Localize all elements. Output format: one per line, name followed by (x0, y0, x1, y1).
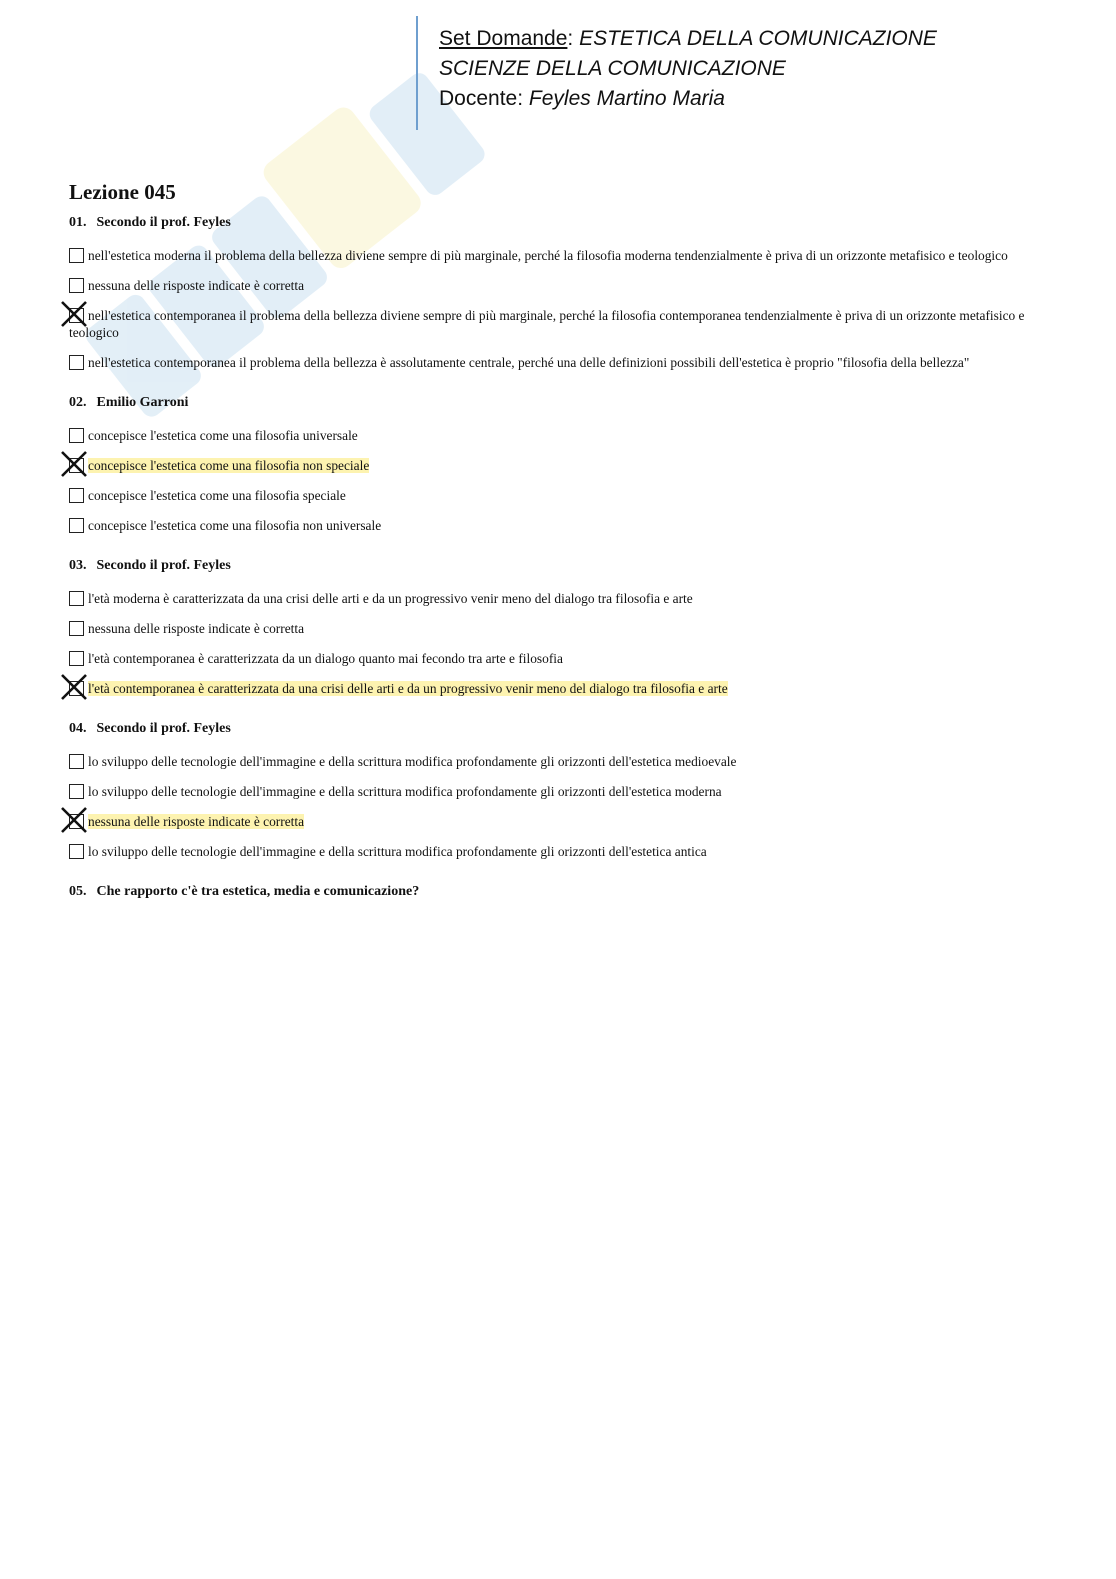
question-list (69, 215, 1059, 900)
header-set-line (439, 24, 937, 54)
question-number: 04. (69, 721, 87, 736)
answer-checkbox[interactable] (69, 591, 84, 606)
answer-option[interactable] (69, 457, 1059, 474)
question-title (69, 721, 1059, 737)
answer-text: concepisce l'estetica come una filosofia non universale (88, 518, 382, 533)
question-text: Secondo il prof. Feyles (96, 215, 231, 230)
answer-option[interactable] (69, 753, 1059, 770)
x-mark-icon (59, 449, 89, 479)
question-block (69, 215, 1059, 371)
course-name: SCIENZE DELLA COMUNICAZIONE (439, 57, 786, 80)
x-mark-icon (59, 672, 89, 702)
question-text: Secondo il prof. Feyles (96, 721, 231, 736)
answer-text: nessuna delle risposte indicate è corretta (88, 814, 305, 829)
answer-checkbox[interactable] (69, 784, 84, 799)
set-value: ESTETICA DELLA COMUNICAZIONE (579, 27, 937, 50)
answer-option[interactable] (69, 427, 1059, 444)
question-text: Emilio Garroni (96, 395, 189, 410)
question-block (69, 395, 1059, 534)
answer-text: l'età contemporanea è caratterizzata da un dialogo quanto mai fecondo tra arte e filosofia (88, 651, 563, 666)
question-title (69, 884, 1059, 900)
answer-checkbox[interactable] (69, 651, 84, 666)
teacher-name: Feyles Martino Maria (528, 87, 725, 110)
answer-text: nell'estetica moderna il problema della bellezza diviene sempre di più marginale, perché la filosofia moderna tendenzialmente è priva di un orizzonte metafisico e teologico (88, 248, 1008, 263)
x-mark-icon (59, 805, 89, 835)
answer-option[interactable] (69, 783, 1059, 800)
question-title (69, 395, 1059, 411)
answer-option[interactable] (69, 680, 1059, 697)
answer-option[interactable] (69, 277, 1059, 294)
answer-checkbox[interactable] (69, 754, 84, 769)
question-number: 02. (69, 395, 87, 410)
answer-text: l'età moderna è caratterizzata da una crisi delle arti e da un progressivo venir meno del dialogo tra filosofia e arte (88, 591, 693, 606)
answer-text: nessuna delle risposte indicate è corretta (88, 621, 305, 636)
answer-text: nell'estetica contemporanea il problema della bellezza è assolutamente centrale, perché una delle definizioni possibili dell'estetica è proprio "filosofia della bellezza" (88, 355, 970, 370)
header-teacher-line (439, 84, 937, 114)
answer-option[interactable] (69, 590, 1059, 607)
answer-checkbox[interactable] (69, 844, 84, 859)
teacher-label: Docente: (439, 87, 524, 110)
answer-option[interactable] (69, 307, 1059, 341)
answer-text: lo sviluppo delle tecnologie dell'immagine e della scrittura modifica profondamente gli orizzonti dell'estetica antica (88, 844, 707, 859)
answer-checkbox[interactable] (69, 428, 84, 443)
answer-text: nell'estetica contemporanea il problema della bellezza diviene sempre di più marginale, perché la filosofia contemporanea tendenzialmente è priva di un orizzonte metafisico e teologico (69, 308, 1025, 340)
document-header (439, 24, 937, 114)
question-title (69, 558, 1059, 574)
answer-option[interactable] (69, 354, 1059, 371)
answer-text: lo sviluppo delle tecnologie dell'immagine e della scrittura modifica profondamente gli orizzonti dell'estetica moderna (88, 784, 722, 799)
set-label: Set Domande (439, 27, 568, 50)
question-text: Secondo il prof. Feyles (96, 558, 231, 573)
answer-option[interactable] (69, 487, 1059, 504)
answer-checkbox[interactable] (69, 518, 84, 533)
question-number: 05. (69, 884, 87, 899)
answer-checkbox[interactable] (69, 355, 84, 370)
answer-checkbox[interactable] (69, 278, 84, 293)
answer-option[interactable] (69, 247, 1059, 264)
answer-text: l'età contemporanea è caratterizzata da una crisi delle arti e da un progressivo venir meno del dialogo tra filosofia e arte (88, 681, 728, 696)
question-number: 01. (69, 215, 87, 230)
question-title (69, 215, 1059, 231)
lesson-title: Lezione 045 (69, 180, 176, 204)
answer-checkbox[interactable] (69, 248, 84, 263)
answer-checkbox[interactable] (69, 488, 84, 503)
answer-text: concepisce l'estetica come una filosofia universale (88, 428, 358, 443)
answer-text: concepisce l'estetica come una filosofia non speciale (88, 458, 370, 473)
answer-option[interactable] (69, 517, 1059, 534)
answer-text: lo sviluppo delle tecnologie dell'immagine e della scrittura modifica profondamente gli orizzonti dell'estetica medioevale (88, 754, 737, 769)
question-text: Che rapporto c'è tra estetica, media e comunicazione? (96, 884, 420, 899)
question-block (69, 721, 1059, 860)
answer-option[interactable] (69, 650, 1059, 667)
colon: : (567, 27, 580, 50)
answer-option[interactable] (69, 843, 1059, 860)
answer-option[interactable] (69, 813, 1059, 830)
answer-text: nessuna delle risposte indicate è corretta (88, 278, 305, 293)
answer-text: concepisce l'estetica come una filosofia speciale (88, 488, 346, 503)
question-block (69, 884, 1059, 900)
quiz-content (69, 180, 1059, 924)
x-mark-icon (59, 299, 89, 329)
question-number: 03. (69, 558, 87, 573)
question-block (69, 558, 1059, 697)
answer-option[interactable] (69, 620, 1059, 637)
header-divider (416, 16, 418, 130)
answer-checkbox[interactable] (69, 621, 84, 636)
